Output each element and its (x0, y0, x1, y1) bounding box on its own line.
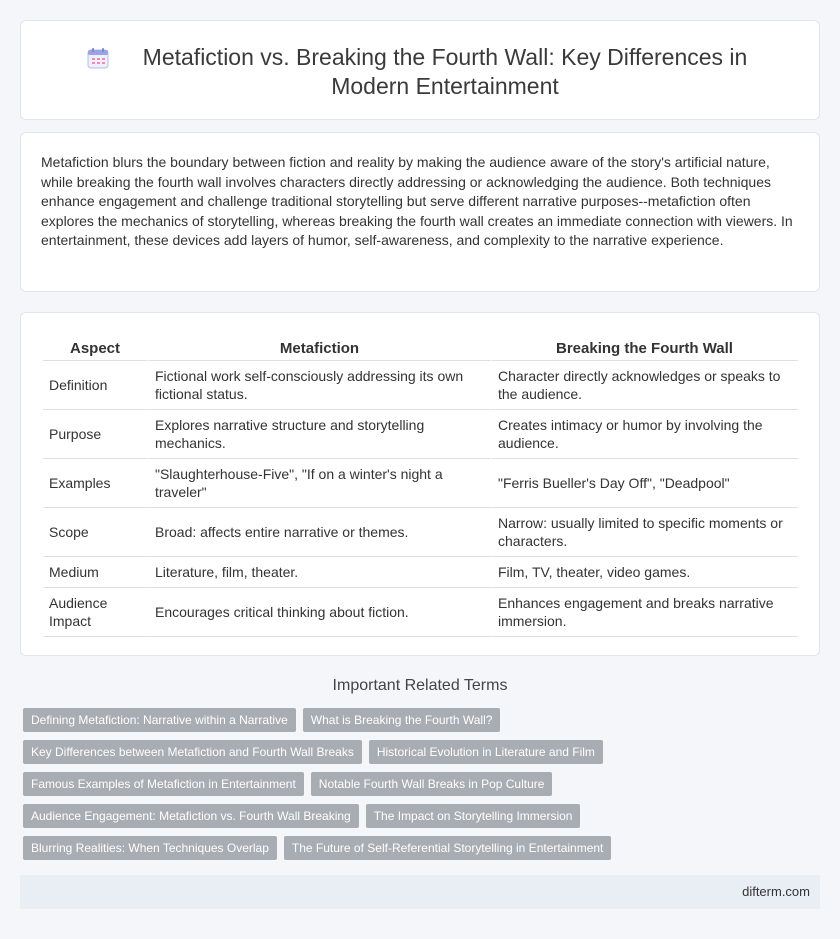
header-aspect: Aspect (43, 333, 149, 361)
related-term-link[interactable]: Historical Evolution in Literature and Film (369, 740, 603, 764)
table-row (43, 508, 799, 557)
related-term-link[interactable]: The Impact on Storytelling Immersion (366, 804, 581, 828)
related-term-link[interactable]: Famous Examples of Metafiction in Entertainment (23, 772, 304, 796)
related-terms-heading: Important Related Terms (332, 677, 508, 694)
table-cell: Enhances engagement and breaks narrative immersion. (492, 588, 799, 637)
table-cell: Purpose (43, 410, 149, 459)
related-terms-list (23, 708, 783, 868)
header-metafiction: Metafiction (149, 333, 492, 361)
related-term-link[interactable]: Key Differences between Metafiction and Fourth Wall Breaks (23, 740, 362, 764)
footer-site-name: difterm.com (742, 884, 810, 899)
table-cell: Scope (43, 508, 149, 557)
table-cell: Definition (43, 361, 149, 410)
table-cell: Encourages critical thinking about fiction. (149, 588, 492, 637)
table-cell: Creates intimacy or humor by involving the audience. (492, 410, 799, 459)
table-row (43, 557, 799, 588)
table-cell: Audience Impact (43, 588, 149, 637)
table-row (43, 410, 799, 459)
table-cell: Fictional work self-consciously addressing its own fictional status. (149, 361, 492, 410)
table-header-row (43, 333, 799, 361)
title-card (20, 20, 820, 120)
related-term-link[interactable]: What is Breaking the Fourth Wall? (303, 708, 501, 732)
table-row (43, 361, 799, 410)
table-cell: Character directly acknowledges or speaks to the audience. (492, 361, 799, 410)
table-cell: Explores narrative structure and storytelling mechanics. (149, 410, 492, 459)
table-cell: Examples (43, 459, 149, 508)
footer (20, 875, 820, 909)
related-term-link[interactable]: Blurring Realities: When Techniques Overlap (23, 836, 277, 860)
table-cell: "Slaughterhouse-Five", "If on a winter's night a traveler" (149, 459, 492, 508)
table-cell: Narrow: usually limited to specific moments or characters. (492, 508, 799, 557)
table-cell: "Ferris Bueller's Day Off", "Deadpool" (492, 459, 799, 508)
comparison-table (43, 333, 799, 637)
related-term-link[interactable]: Notable Fourth Wall Breaks in Pop Culture (311, 772, 553, 796)
table-cell: Medium (43, 557, 149, 588)
related-term-link[interactable]: Audience Engagement: Metafiction vs. Fourth Wall Breaking (23, 804, 359, 828)
table-cell: Film, TV, theater, video games. (492, 557, 799, 588)
intro-paragraph: Metafiction blurs the boundary between fiction and reality by making the audience aware of the story's artificial nature, while breaking the fourth wall involves characters directly addressing or acknowledging the audience. Both techniques enhance engagement and challenge traditional storytelling but serve different narrative purposes--metafiction often explores the mechanics of storytelling, whereas breaking the fourth wall creates an immediate connection with viewers. In entertainment, these devices add layers of humor, self-awareness, and complexity to the narrative experience. (41, 154, 793, 248)
table-row (43, 459, 799, 508)
intro-card (20, 132, 820, 292)
related-term-link[interactable]: Defining Metafiction: Narrative within a Narrative (23, 708, 296, 732)
table-cell: Literature, film, theater. (149, 557, 492, 588)
table-cell: Broad: affects entire narrative or themes. (149, 508, 492, 557)
page-title: Metafiction vs. Breaking the Fourth Wall: Key Differences in Modern Entertainment (142, 44, 748, 99)
table-row (43, 588, 799, 637)
comparison-table-card (20, 312, 820, 656)
related-term-link[interactable]: The Future of Self-Referential Storytelling in Entertainment (284, 836, 611, 860)
header-fourth-wall: Breaking the Fourth Wall (492, 333, 799, 361)
